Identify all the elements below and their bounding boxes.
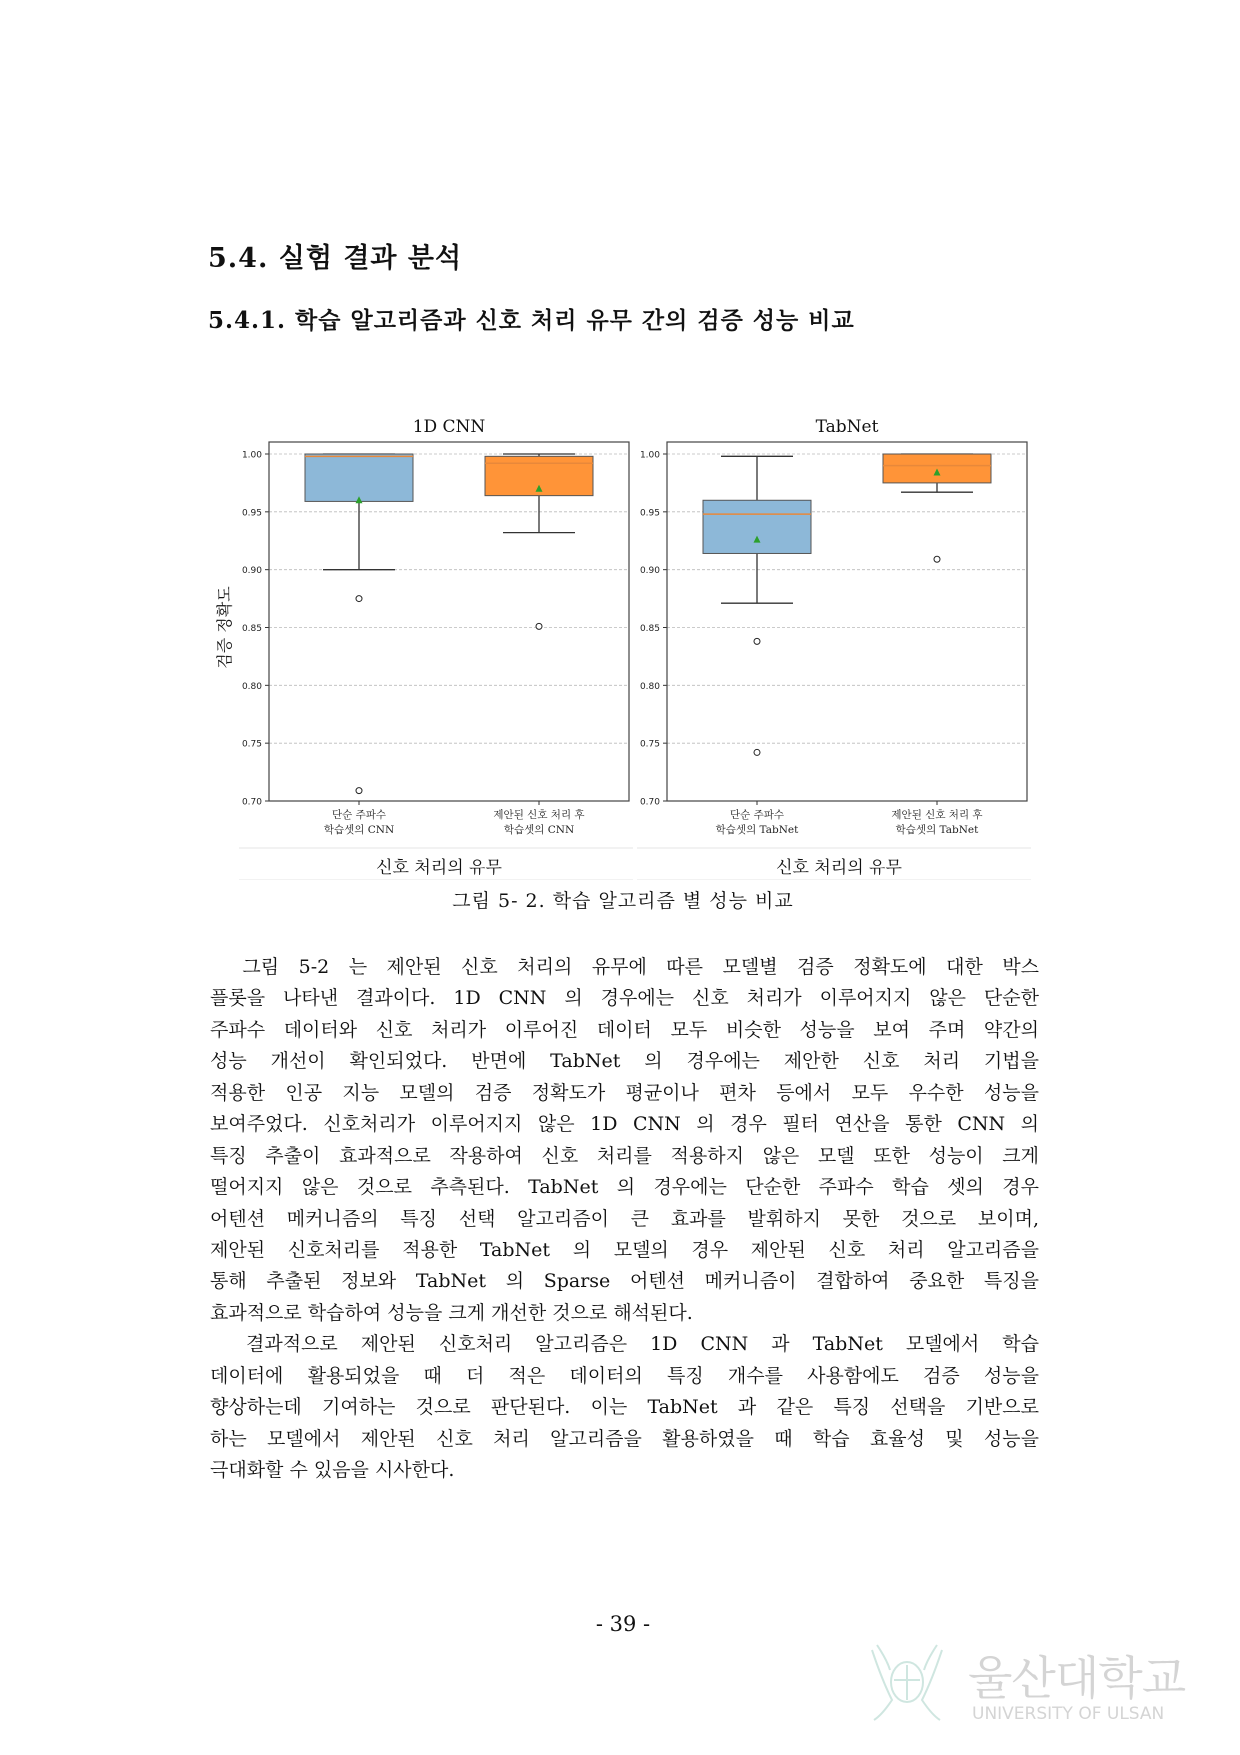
x-tick-label: 학습셋의 CNN bbox=[323, 824, 395, 836]
y-tick-label: 1.00 bbox=[241, 450, 262, 461]
box-1 bbox=[485, 454, 593, 836]
box-iqr bbox=[703, 500, 811, 553]
x-tick-label: 제안된 신호 처리 후 bbox=[891, 809, 983, 821]
watermark-english: UNIVERSITY OF ULSAN bbox=[972, 1704, 1165, 1724]
body-line: 특징 추출이 효과적으로 작용하여 신호 처리를 적용하지 않은 모델 또한 성능이 크게 bbox=[210, 1144, 1039, 1167]
body-line: 성능 개선이 확인되었다. 반면에 TabNet 의 경우에는 제안한 신호 처리 기법을 bbox=[210, 1050, 1039, 1073]
page-number: - 39 - bbox=[595, 1612, 651, 1636]
university-emblem-icon bbox=[862, 1640, 952, 1725]
x-tick-label: 학습셋의 CNN bbox=[503, 824, 575, 836]
x-tick-label: 제안된 신호 처리 후 bbox=[493, 809, 585, 821]
x-axis-label: 신호 처리의 유무 bbox=[776, 858, 902, 878]
y-tick-label: 0.95 bbox=[241, 508, 262, 519]
box-0 bbox=[703, 456, 811, 836]
x-tick-label: 학습셋의 TabNet bbox=[715, 824, 799, 836]
body-line: 어텐션 메커니즘의 특징 선택 알고리즘이 큰 효과를 발휘하지 못한 것으로 보이며, bbox=[210, 1207, 1039, 1230]
body-line: 보여주었다. 신호처리가 이루어지지 않은 1D CNN 의 경우 필터 연산을 통한 CNN 의 bbox=[210, 1113, 1039, 1136]
x-tick-label: 단순 주파수 bbox=[331, 809, 387, 821]
subsection-title: 5.4.1. 학습 알고리즘과 신호 처리 유무 간의 검증 성능 비교 bbox=[208, 307, 855, 334]
box-plot-figure bbox=[0, 400, 1240, 880]
body-line: 결과적으로 제안된 신호처리 알고리즘은 1D CNN 과 TabNet 모델에서 학습 bbox=[210, 1333, 1039, 1356]
body-line: 떨어지지 않은 것으로 추측된다. TabNet 의 경우에는 단순한 주파수 학습 셋의 경우 bbox=[210, 1176, 1039, 1199]
body-text bbox=[210, 952, 1039, 1486]
figure-caption: 그림 5- 2. 학습 알고리즘 별 성능 비교 bbox=[452, 890, 794, 912]
watermark-korean: 울산대학교 bbox=[968, 1651, 1186, 1705]
y-tick-label: 0.70 bbox=[639, 797, 660, 808]
body-line: 극대화할 수 있음을 시사한다. bbox=[210, 1459, 455, 1481]
box-0 bbox=[305, 454, 413, 836]
outlier-point bbox=[934, 556, 940, 562]
y-tick-label: 0.80 bbox=[639, 681, 660, 692]
body-line: 통해 추출된 정보와 TabNet 의 Sparse 어텐션 메커니즘이 결합하여 중요한 특징을 bbox=[210, 1270, 1039, 1293]
outlier-point bbox=[536, 623, 542, 629]
box-1 bbox=[883, 454, 991, 836]
y-tick-label: 0.80 bbox=[241, 681, 262, 692]
body-line: 데이터에 활용되었을 때 더 적은 데이터의 특징 개수를 사용함에도 검증 성능을 bbox=[210, 1364, 1039, 1387]
body-line: 플롯을 나타낸 결과이다. 1D CNN 의 경우에는 신호 처리가 이루어지지 않은 단순한 bbox=[210, 987, 1039, 1010]
body-line: 적용한 인공 지능 모델의 검증 정확도가 평균이나 편차 등에서 모두 우수한 성능을 bbox=[210, 1081, 1039, 1104]
y-tick-label: 0.85 bbox=[241, 624, 262, 634]
body-line: 효과적으로 학습하여 성능을 크게 개선한 것으로 해석된다. bbox=[210, 1301, 693, 1324]
x-tick-label: 학습셋의 TabNet bbox=[895, 824, 979, 836]
y-tick-label: 0.95 bbox=[639, 508, 660, 519]
box-iqr bbox=[883, 454, 991, 483]
y-axis-label: 검증 정확도 bbox=[215, 586, 234, 669]
x-axis-label: 신호 처리의 유무 bbox=[376, 858, 502, 878]
box-iqr bbox=[305, 454, 413, 501]
chart-panel-0 bbox=[215, 417, 633, 880]
plot-frame bbox=[667, 442, 1027, 801]
body-line: 주파수 데이터와 신호 처리가 이루어진 데이터 모두 비슷한 성능을 보여 주며 약간의 bbox=[210, 1018, 1039, 1041]
y-tick-label: 0.70 bbox=[241, 797, 262, 808]
outlier-point bbox=[754, 749, 760, 755]
y-tick-label: 0.75 bbox=[639, 739, 660, 750]
body-line: 그림 5-2 는 제안된 신호 처리의 유무에 따른 모델별 검증 정확도에 대한 박스 bbox=[210, 956, 1039, 978]
body-line: 하는 모델에서 제안된 신호 처리 알고리즘을 활용하였을 때 학습 효율성 및 성능을 bbox=[210, 1427, 1039, 1450]
body-line: 향상하는데 기여하는 것으로 판단된다. 이는 TabNet 과 같은 특징 선택을 기반으로 bbox=[210, 1396, 1039, 1419]
y-tick-label: 0.75 bbox=[241, 739, 262, 750]
chart-title: 1D CNN bbox=[412, 417, 486, 437]
chart-title: TabNet bbox=[815, 417, 879, 437]
section-title: 5.4. 실험 결과 분석 bbox=[208, 243, 463, 274]
chart-panel-1 bbox=[637, 417, 1031, 880]
y-tick-label: 0.90 bbox=[241, 566, 262, 577]
outlier-point bbox=[356, 596, 362, 602]
y-tick-label: 0.85 bbox=[639, 624, 660, 634]
x-tick-label: 단순 주파수 bbox=[729, 809, 785, 821]
y-tick-label: 0.90 bbox=[639, 566, 660, 577]
body-line: 제안된 신호처리를 적용한 TabNet 의 모델의 경우 제안된 신호 처리 알고리즘을 bbox=[210, 1238, 1039, 1261]
outlier-point bbox=[754, 638, 760, 644]
outlier-point bbox=[356, 788, 362, 794]
y-tick-label: 1.00 bbox=[639, 450, 660, 461]
